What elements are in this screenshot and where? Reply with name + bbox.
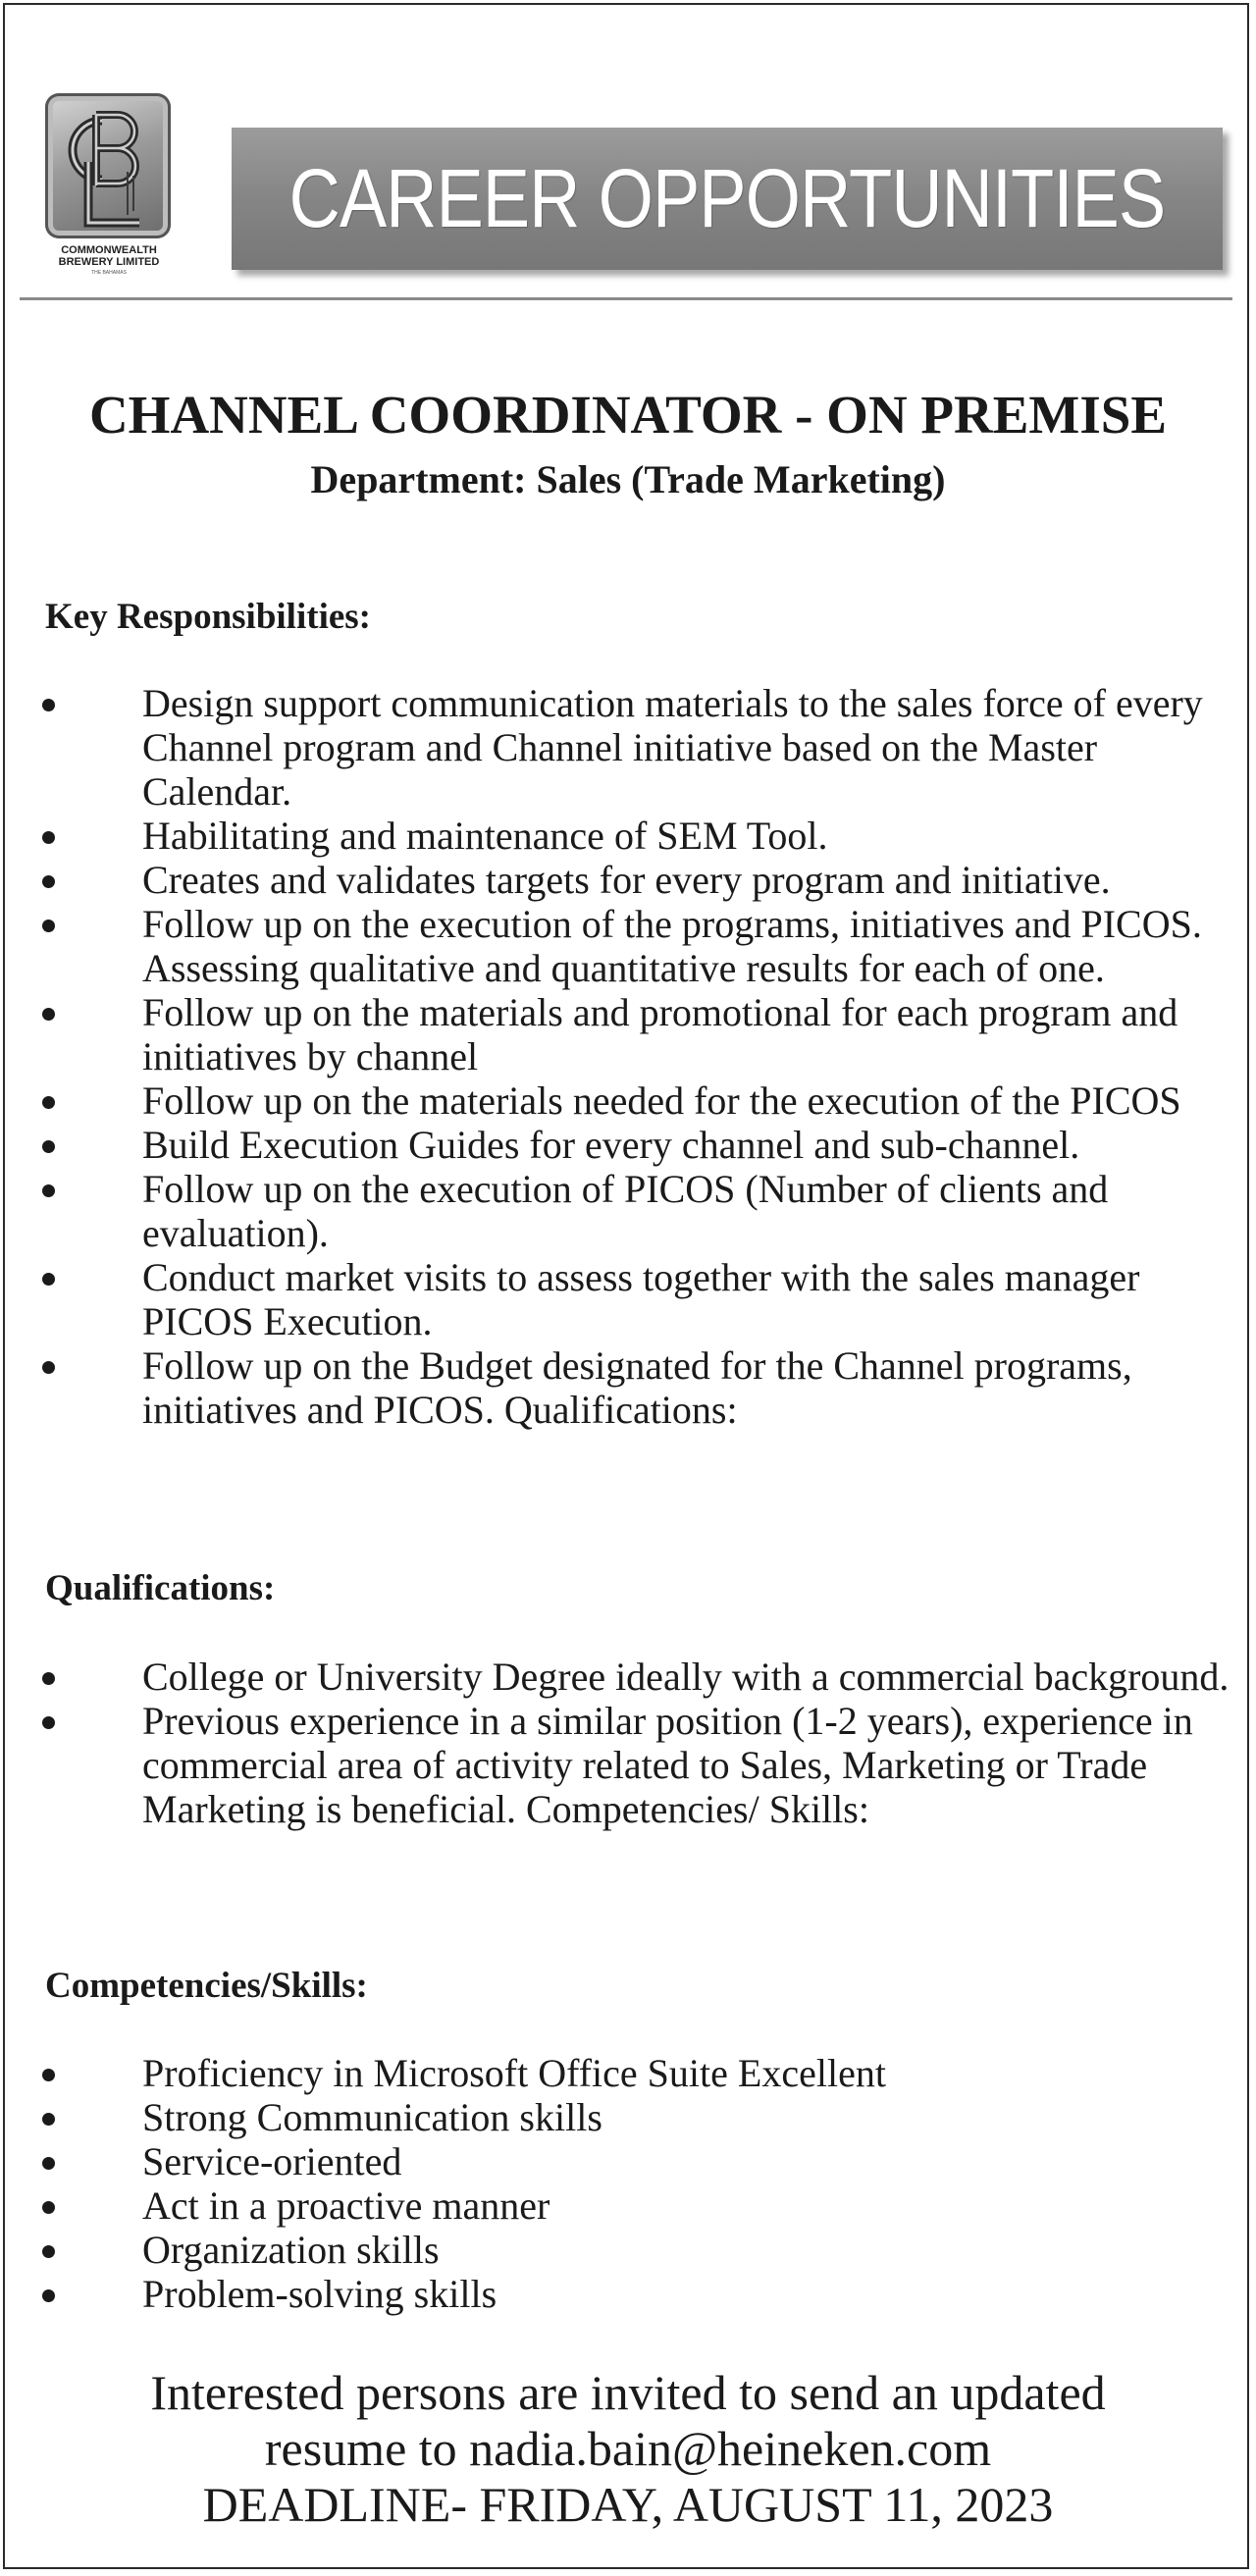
list-item xyxy=(0,2272,1256,2316)
list-item xyxy=(0,2183,1256,2228)
bullet-icon xyxy=(42,1140,55,1153)
list-item-text: Strong Communication skills xyxy=(142,2095,602,2139)
list-item xyxy=(0,1167,1256,1255)
bullet-icon xyxy=(42,699,55,711)
deadline: DEADLINE- FRIDAY, AUGUST 11, 2023 xyxy=(202,2477,1054,2532)
list-item-text: Follow up on the execution of the programs, initiatives and PICOS. Assessing qualitative and quantitative results for each of one. xyxy=(142,902,1202,990)
career-banner xyxy=(232,128,1223,270)
application-email-line: resume to nadia.bain@heineken.com xyxy=(264,2421,992,2476)
bullet-icon xyxy=(42,2245,55,2258)
bullet-icon xyxy=(42,2069,55,2081)
cbl-emblem-icon xyxy=(45,93,171,238)
list-item-text: Service-oriented xyxy=(142,2139,402,2183)
list-item-text: Design support communication materials to the sales force of every Channel program and Channel initiative based on the Master Calendar. xyxy=(142,681,1203,814)
list-item-text: Creates and validates targets for every program and initiative. xyxy=(142,858,1111,902)
list-item-text: Conduct market visits to assess together with the sales manager PICOS Execution. xyxy=(142,1255,1140,1343)
application-instructions: Interested persons are invited to send an updated xyxy=(150,2365,1106,2420)
list-item xyxy=(0,990,1256,1078)
logo-subtext: THE BAHAMAS xyxy=(91,270,127,276)
department: Department: Sales (Trade Marketing) xyxy=(310,457,946,501)
bullet-icon xyxy=(42,2289,55,2302)
list-item xyxy=(0,1123,1256,1167)
list-item xyxy=(0,1343,1256,1432)
bullet-icon xyxy=(42,1273,55,1286)
list-item xyxy=(0,2051,1256,2095)
bullet-icon xyxy=(42,875,55,888)
bullet-icon xyxy=(42,2201,55,2214)
qualifications-list xyxy=(0,1655,1256,1831)
bullet-icon xyxy=(42,1716,55,1729)
qualifications-heading: Qualifications: xyxy=(45,1568,276,1608)
list-item xyxy=(0,1078,1256,1123)
list-item-text: Proficiency in Microsoft Office Suite Excellent xyxy=(142,2051,886,2095)
list-item-text: Problem-solving skills xyxy=(142,2272,497,2316)
list-item xyxy=(0,2095,1256,2139)
bullet-icon xyxy=(42,1008,55,1021)
bullet-icon xyxy=(42,2113,55,2126)
list-item-text: Organization skills xyxy=(142,2228,440,2272)
bullet-icon xyxy=(42,831,55,844)
competencies-list xyxy=(0,2051,1256,2316)
bullet-icon xyxy=(42,1184,55,1197)
list-item-text: Follow up on the materials and promotional for each program and initiatives by channel xyxy=(142,990,1178,1078)
list-item-text: Act in a proactive manner xyxy=(142,2183,550,2228)
bullet-icon xyxy=(42,2157,55,2170)
list-item-text: Follow up on the materials needed for the execution of the PICOS xyxy=(142,1078,1181,1123)
bullet-icon xyxy=(42,1361,55,1374)
list-item xyxy=(0,1655,1256,1699)
bullet-icon xyxy=(42,1096,55,1109)
responsibilities-heading: Key Responsibilities: xyxy=(45,597,371,637)
banner-title: CAREER OPPORTUNITIES xyxy=(288,152,1166,244)
list-item-text: Build Execution Guides for every channel and sub-channel. xyxy=(142,1123,1080,1167)
list-item xyxy=(0,2228,1256,2272)
list-item xyxy=(0,2139,1256,2183)
list-item xyxy=(0,902,1256,990)
header-divider xyxy=(20,297,1232,300)
list-item xyxy=(0,1699,1256,1831)
bullet-icon xyxy=(42,1672,55,1685)
list-item-text: College or University Degree ideally with a commercial background. xyxy=(142,1655,1230,1699)
list-item xyxy=(0,858,1256,902)
logo-company-name: COMMONWEALTH BREWERY LIMITED xyxy=(58,244,160,268)
list-item xyxy=(0,681,1256,814)
list-item-text: Follow up on the execution of PICOS (Number of clients and evaluation). xyxy=(142,1167,1109,1255)
list-item-text: Habilitating and maintenance of SEM Tool. xyxy=(142,814,828,858)
bullet-icon xyxy=(42,920,55,932)
job-title: CHANNEL COORDINATOR - ON PREMISE xyxy=(88,385,1168,445)
list-item-text: Previous experience in a similar position (1-2 years), experience in commercial area of activity related to Sales, Marketing or Trade Marketing is beneficial. Competencies/ Skills: xyxy=(142,1699,1193,1831)
company-logo xyxy=(39,93,179,282)
list-item xyxy=(0,1255,1256,1343)
competencies-heading: Competencies/Skills: xyxy=(45,1966,368,2006)
responsibilities-list xyxy=(0,681,1256,1432)
list-item xyxy=(0,814,1256,858)
list-item-text: Follow up on the Budget designated for the Channel programs, initiatives and PICOS. Qualifications: xyxy=(142,1343,1132,1432)
